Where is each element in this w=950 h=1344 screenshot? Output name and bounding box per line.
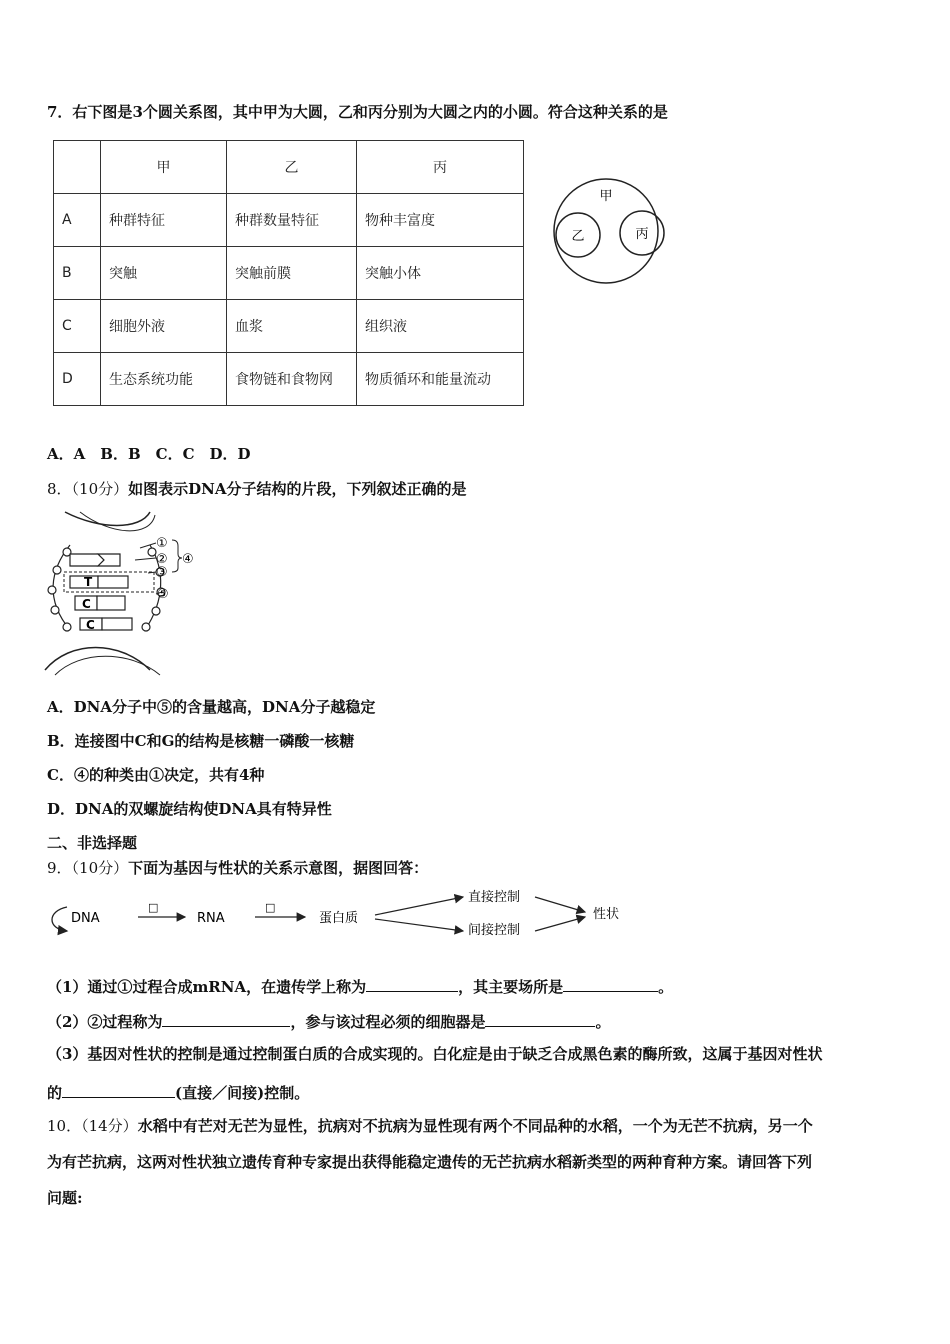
- table-row: [54, 247, 524, 300]
- q8-stem: 如图表示DNA分子结构的片段，下列叙述正确的是: [128, 480, 467, 498]
- q7-stem: 7．右下图是3个圆关系图，其中甲为大圆，乙和丙分别为大圆之内的小圆。符合这种关系的是: [47, 103, 668, 121]
- q9-score: （10分）: [71, 859, 129, 877]
- flow-direct: 直接控制: [468, 890, 521, 905]
- q9-number: 9．: [47, 859, 72, 877]
- q9-part-1: [47, 975, 673, 997]
- q9-p2-text: （2）②过程称为: [47, 1013, 163, 1031]
- table-header-cell: [54, 141, 101, 194]
- q9-p1-text: （1）通过①过程合成mRNA，在遗传学上称为: [47, 978, 367, 996]
- table-row: [54, 353, 524, 406]
- table-cell: 细胞外液: [101, 300, 227, 353]
- table-row: [54, 194, 524, 247]
- table-cell: 突触小体: [357, 247, 524, 300]
- right-circle-label: 丙: [635, 227, 649, 242]
- answer-blank[interactable]: [366, 975, 458, 992]
- answer-blank[interactable]: [62, 1081, 175, 1098]
- q9-p3-post: (直接／间接)控制。: [175, 1084, 310, 1102]
- table-cell: 物种丰富度: [357, 194, 524, 247]
- q9-part-3-line-2: [47, 1081, 309, 1103]
- label-5: ⑤: [157, 587, 169, 602]
- q9-p1-end: 。: [658, 978, 674, 996]
- q8-option-c: C．④的种类由①决定，共有4种: [47, 766, 265, 784]
- table-cell: 突触: [101, 247, 227, 300]
- q7-options: A．A B．B C．C D．D: [47, 445, 251, 463]
- answer-blank[interactable]: [563, 975, 658, 992]
- q8-option-a: A．DNA分子中⑤的含量越高，DNA分子越稳定: [47, 698, 376, 716]
- replication-arrow: [52, 907, 67, 931]
- label-2: ②: [156, 552, 168, 567]
- gene-trait-flow-diagram: [45, 885, 645, 945]
- answer-blank[interactable]: [485, 1010, 595, 1027]
- q7-table: [53, 140, 524, 406]
- table-cell: 种群特征: [101, 194, 227, 247]
- table-cell: 血浆: [227, 300, 357, 353]
- outer-circle-label: 甲: [599, 189, 613, 204]
- table-cell: 突触前膜: [227, 247, 357, 300]
- flow-step-2: □: [265, 901, 276, 914]
- table-cell: D: [54, 353, 101, 406]
- q10-text-1: 水稻中有芒对无芒为显性，抗病对不抗病为显性现有两个不同品种的水稻，一个为无芒不抗病，另一个: [137, 1117, 813, 1135]
- q8-option-d: D．DNA的双螺旋结构使DNA具有特异性: [47, 800, 332, 818]
- dna-structure-figure: [40, 510, 200, 678]
- table-cell: 物质循环和能量流动: [357, 353, 524, 406]
- q9-stem: 下面为基因与性状的关系示意图，据图回答：: [128, 859, 429, 877]
- q9-p3-pre: 的: [47, 1084, 63, 1102]
- q10-line-1: [47, 1116, 813, 1136]
- table-cell: B: [54, 247, 101, 300]
- left-circle-label: 乙: [571, 229, 585, 244]
- q9-part-3-line-1: （3）基因对性状的控制是通过控制蛋白质的合成实现的。白化症是由于缺乏合成黑色素的酶所致，这属于基因对性状: [47, 1045, 823, 1063]
- q8-stem-line: [47, 479, 467, 499]
- base-label: C: [82, 597, 91, 611]
- q8-number: 8．: [47, 480, 72, 498]
- table-cell: A: [54, 194, 101, 247]
- label-1: ①: [156, 536, 168, 551]
- q10-line-2: 为有芒抗病，这两对性状独立遗传育种专家提出获得能稳定遗传的无芒抗病水稻新类型的两种育种方案。请回答下列: [47, 1153, 813, 1171]
- table-header-cell: 乙: [227, 141, 357, 194]
- table-cell: 食物链和食物网: [227, 353, 357, 406]
- q9-stem-line: [47, 858, 428, 878]
- answer-blank[interactable]: [162, 1010, 290, 1027]
- flow-dna: DNA: [71, 911, 100, 926]
- q9-part-2: [47, 1010, 610, 1032]
- q10-number: 10．: [47, 1117, 82, 1135]
- table-header-cell: 甲: [101, 141, 227, 194]
- flow-trait: 性状: [593, 907, 620, 922]
- flow-indirect: 间接控制: [468, 923, 521, 938]
- section-heading: 二、非选择题: [47, 834, 138, 852]
- table-cell: C: [54, 300, 101, 353]
- flow-step-1: □: [148, 901, 159, 914]
- q9-p2-text-2: ，参与该过程必须的细胞器是: [290, 1013, 486, 1031]
- q8-option-b: B．连接图中C和G的结构是核糖一磷酸一核糖: [47, 732, 355, 750]
- table-header-cell: 丙: [357, 141, 524, 194]
- q9-p1-text-2: ，其主要场所是: [458, 978, 564, 996]
- label-3: ③: [156, 565, 168, 580]
- table-cell: 种群数量特征: [227, 194, 357, 247]
- base-label: C: [86, 618, 95, 632]
- q10-line-3: 问题:: [47, 1189, 83, 1207]
- q10-score: （14分）: [81, 1117, 138, 1135]
- circle-relation-diagram: [550, 175, 670, 285]
- q9-p2-end: 。: [595, 1013, 611, 1031]
- table-cell: 生态系统功能: [101, 353, 227, 406]
- q8-score: （10分）: [71, 480, 129, 498]
- label-4: ④: [182, 552, 194, 567]
- base-label: T: [84, 575, 93, 589]
- table-cell: 组织液: [357, 300, 524, 353]
- table-header-row: [54, 141, 524, 194]
- table-row: [54, 300, 524, 353]
- flow-rna: RNA: [197, 911, 225, 926]
- flow-protein: 蛋白质: [319, 911, 359, 926]
